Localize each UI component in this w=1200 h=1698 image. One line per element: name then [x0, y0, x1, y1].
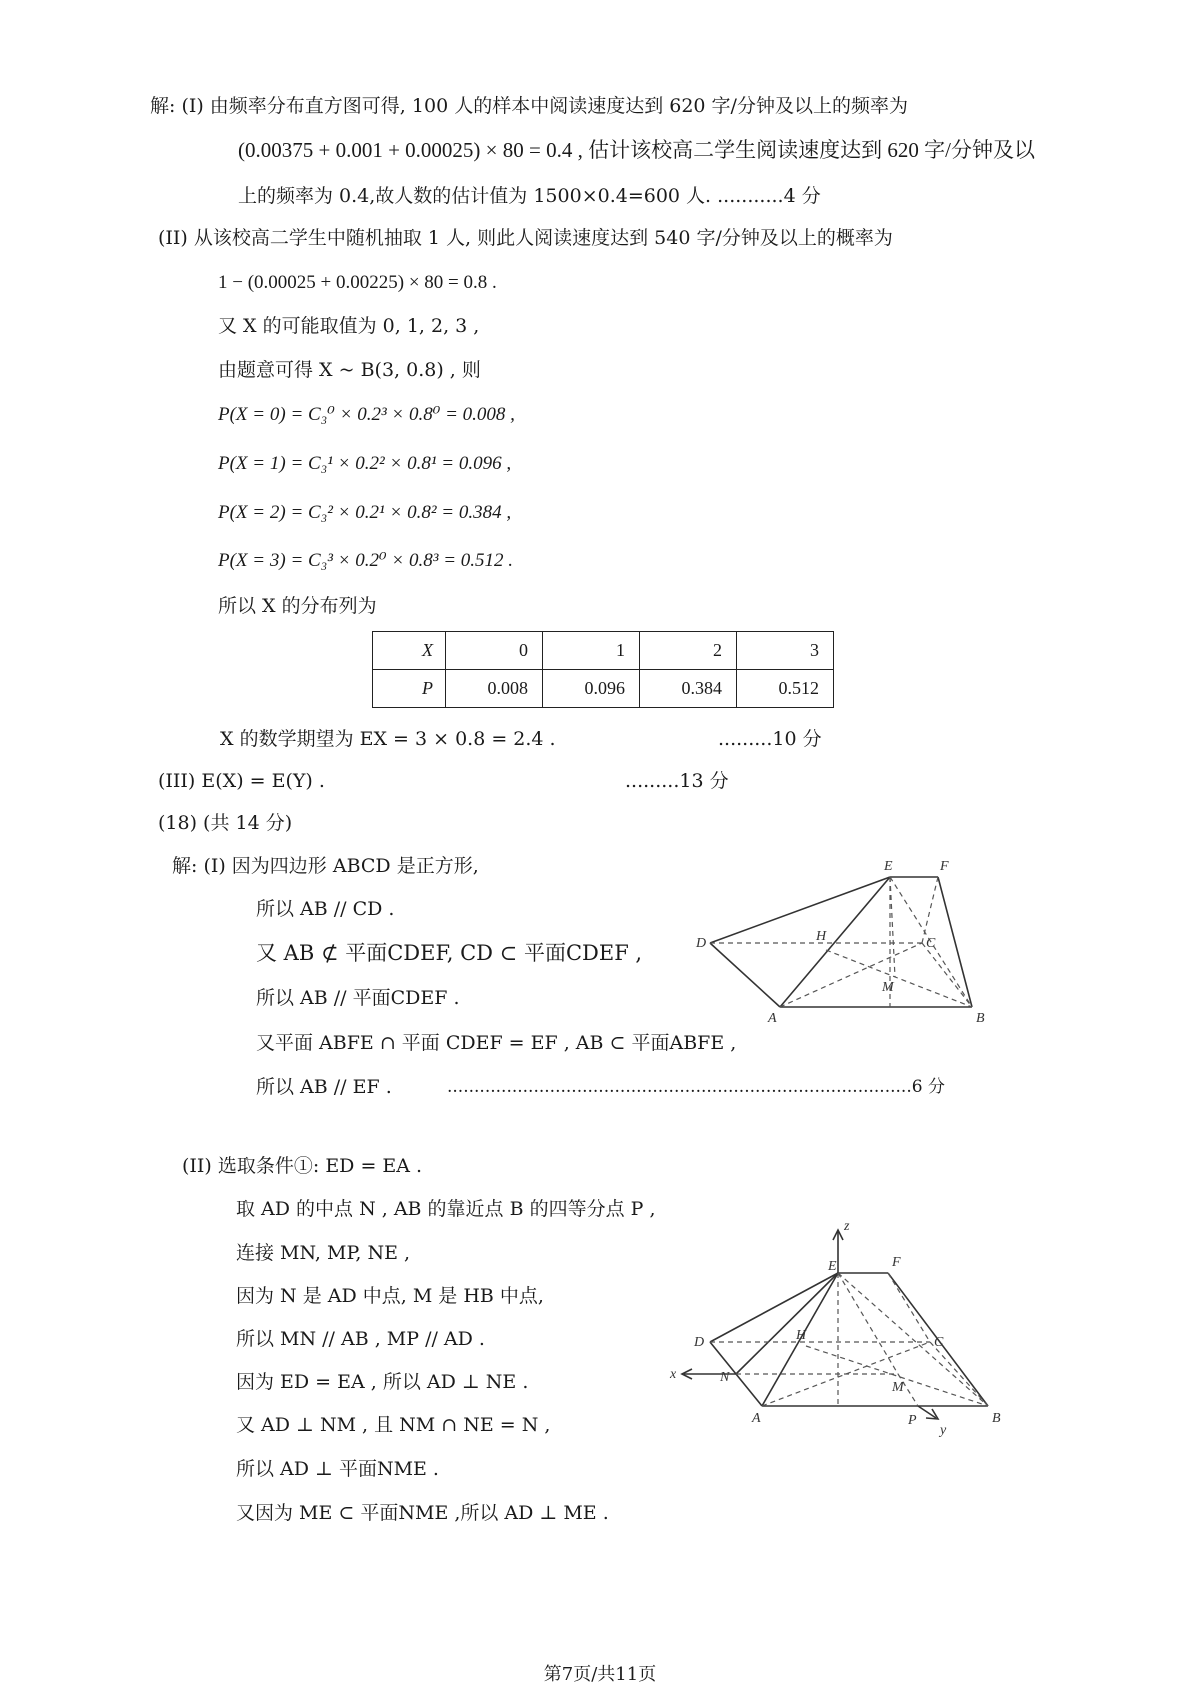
sol17-values-line: 又 X 的可能取值为 0, 1, 2, 3 , — [218, 315, 480, 337]
sol17-dist-intro: 所以 X 的分布列为 — [218, 595, 377, 617]
fig2-label-b: B — [992, 1411, 1001, 1426]
fig1-label-c: C — [926, 936, 936, 951]
fig2-label-n: N — [720, 1370, 730, 1385]
sol18-a1: 解: (I) 因为四边形 ABCD 是正方形, — [172, 855, 479, 877]
fig2-label-a: A — [752, 1411, 761, 1426]
table-row — [373, 632, 834, 670]
fig2-label-p: P — [908, 1413, 917, 1428]
sol18-b6: 因为 ED = EA , 所以 AD ⊥ NE . — [236, 1371, 529, 1393]
sol17-line1: 解: (I) 由频率分布直方图可得, 100 人的样本中阅读速度达到 620 字/分钟及以上的频率为 — [150, 95, 908, 117]
fig1-label-f: F — [940, 859, 949, 874]
fig1-label-h: H — [816, 929, 827, 944]
fig2-label-f: F — [892, 1255, 901, 1270]
fig2-label-y: y — [940, 1423, 947, 1438]
table-cell: 0.512 — [737, 670, 834, 708]
sol17-p1: P(X = 1) = C₃¹ × 0.2² × 0.8¹ = 0.096 , — [218, 453, 512, 474]
fig1-label-e: E — [884, 859, 893, 874]
sol17-part3-score: .........13 分 — [625, 770, 729, 792]
fig1-label-m: M — [882, 980, 894, 995]
sol18-b9: 又因为 ME ⊂ 平面NME ,所以 AD ⊥ ME . — [236, 1502, 609, 1524]
table-cell: 0.384 — [640, 670, 737, 708]
distribution-table — [372, 631, 834, 708]
table-header-p: P — [373, 670, 446, 708]
sol18-a5: 又平面 ABFE ∩ 平面 CDEF = EF , AB ⊂ 平面ABFE , — [256, 1032, 737, 1054]
sol18-b2: 取 AD 的中点 N , AB 的靠近点 B 的四等分点 P , — [236, 1198, 656, 1220]
sol18-a4: 所以 AB // 平面CDEF . — [256, 987, 460, 1009]
sol18-b5: 所以 MN // AB , MP // AD . — [236, 1328, 485, 1350]
sol18-a6: 所以 AB // EF . — [256, 1076, 392, 1098]
sol17-line2: (0.00375 + 0.001 + 0.00025) × 80 = 0.4 , 估计该校高二学生阅读速度达到 620 字/分钟及以 — [238, 138, 1035, 162]
table-header-x: X — [373, 632, 446, 670]
table-cell: 0.096 — [543, 670, 640, 708]
fig1-label-b: B — [976, 1011, 985, 1026]
table-cell: 2 — [640, 632, 737, 670]
sol17-line3: 上的频率为 0.4,故人数的估计值为 1500×0.4=600 人. ...........4 分 — [238, 185, 821, 207]
fig2-label-z: z — [844, 1219, 850, 1234]
fig1-label-d: D — [696, 936, 707, 951]
fig2-label-d: D — [694, 1335, 705, 1350]
fig2-label-e: E — [828, 1259, 837, 1274]
sol18-a6-score: ......................................................................................6 分 — [447, 1077, 945, 1097]
page-footer: 第7页/共11页 — [543, 1664, 657, 1685]
sol18-b1: (II) 选取条件①: ED = EA . — [182, 1155, 423, 1177]
sol17-expectation-score: .........10 分 — [718, 728, 822, 750]
geometry-figure-2 — [668, 1218, 1013, 1440]
sol17-p0: P(X = 0) = C₃⁰ × 0.2³ × 0.8⁰ = 0.008 , — [218, 404, 515, 425]
sol18-b7: 又 AD ⊥ NM , 且 NM ∩ NE = N , — [236, 1414, 551, 1436]
table-cell: 0.008 — [446, 670, 543, 708]
sol17-p2: P(X = 2) = C₃² × 0.2¹ × 0.8² = 0.384 , — [218, 502, 512, 523]
table-cell: 0 — [446, 632, 543, 670]
fig1-label-a: A — [768, 1011, 777, 1026]
sol17-prob-line: 1 − (0.00025 + 0.00225) × 80 = 0.8 . — [218, 272, 497, 293]
fig2-label-x: x — [670, 1367, 677, 1382]
sol17-binomial-line: 由题意可得 X ~ B(3, 0.8) , 则 — [218, 359, 481, 381]
fig2-label-h: H — [796, 1328, 807, 1343]
sol18-b3: 连接 MN, MP, NE , — [236, 1242, 411, 1264]
table-cell: 1 — [543, 632, 640, 670]
sol17-expectation: X 的数学期望为 EX = 3 × 0.8 = 2.4 . — [220, 728, 556, 750]
geometry-figure-1 — [690, 850, 990, 1030]
table-cell: 3 — [737, 632, 834, 670]
sol18-b8: 所以 AD ⊥ 平面NME . — [236, 1458, 439, 1480]
sol18-a2: 所以 AB // CD . — [256, 898, 395, 920]
fig2-label-m: M — [892, 1380, 904, 1395]
table-row — [373, 670, 834, 708]
fig2-label-c: C — [934, 1335, 944, 1350]
sol17-part2-intro: (II) 从该校高二学生中随机抽取 1 人, 则此人阅读速度达到 540 字/分钟及以上的概率为 — [158, 227, 893, 249]
sol18-a3: 又 AB ⊄ 平面CDEF, CD ⊂ 平面CDEF , — [256, 941, 643, 965]
sol17-part3: (III) E(X) = E(Y) . — [158, 770, 325, 792]
sol18-b4: 因为 N 是 AD 中点, M 是 HB 中点, — [236, 1285, 544, 1307]
sol17-p3: P(X = 3) = C₃³ × 0.2⁰ × 0.8³ = 0.512 . — [218, 550, 514, 571]
sol18-header: (18) (共 14 分) — [158, 812, 293, 834]
